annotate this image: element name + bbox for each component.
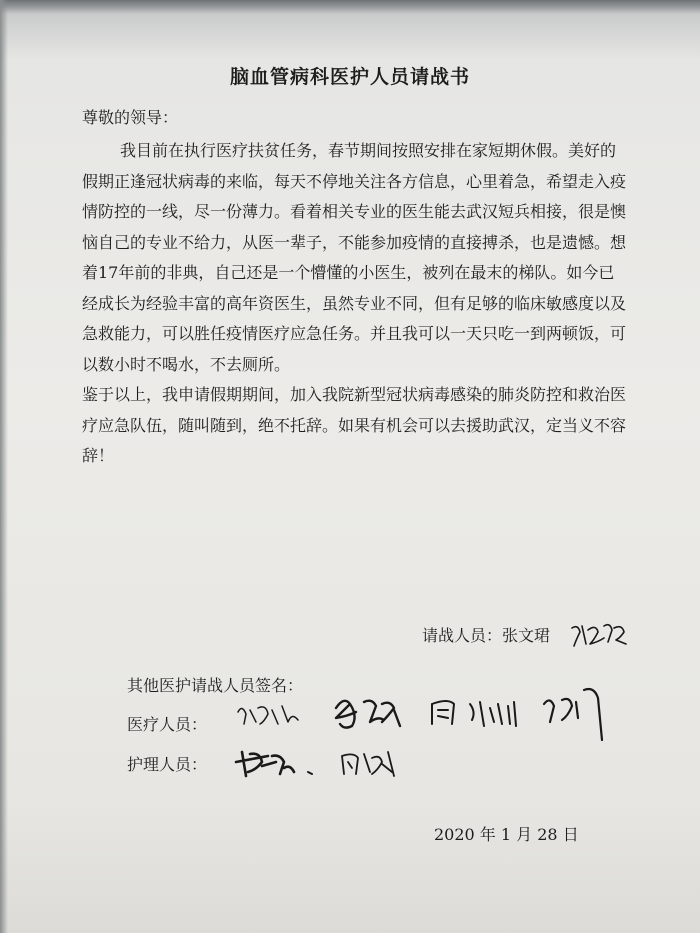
requester-label: 请战人员：: [422, 626, 503, 645]
requester-signature: [568, 618, 630, 654]
salutation: 尊敬的领导：: [82, 108, 179, 127]
body-paragraph-1: 我目前在执行医疗扶贫任务，春节期间按照安排在家短期休假。美好的假期正逢冠状病毒的来临，每天不停地关注各方信息，心里着急，希望走入疫情防控的一线，尽一份薄力。看着相关专业的医生能去武汉短兵相接，很是懊恼自己的专业不给力，从医一辈子，不能参加疫情的直接搏杀，也是遗憾。想着17年前的非典，自己还是一个懵懂的小医生，被列在最末的梯队。如今已经成长为经验丰富的高年资医生，虽然专业不同，但有足够的临床敏感度以及急救能力，可以胜任疫情医疗应急任务。并且我可以一天只吃一到两顿饭，可以数小时不喝水，不去厕所。: [82, 141, 627, 374]
medical-staff-label: 医疗人员：: [127, 715, 208, 734]
body-paragraph-2: 鉴于以上，我申请假期期间，加入我院新型冠状病毒感染的肺炎防控和救治医疗应急队伍，随叫随到，绝不托辞。如果有机会可以去援助武汉，定当义不容辞！: [82, 385, 627, 465]
nursing-staff-signatures: [232, 742, 432, 782]
document-title: 脑血管病科医护人员请战书: [229, 66, 470, 88]
letter-date: 2020 年 1 月 28 日: [434, 825, 579, 844]
letter-body: [82, 136, 627, 472]
medical-staff-signatures: [232, 682, 642, 742]
requester-name: 张文珺: [502, 626, 551, 645]
nursing-staff-label: 护理人员：: [127, 755, 208, 774]
other-signers-title: 其他医护请战人员签名：: [127, 676, 304, 695]
requester-line: [422, 623, 550, 646]
page-shadow-edge: [0, 0, 8, 933]
